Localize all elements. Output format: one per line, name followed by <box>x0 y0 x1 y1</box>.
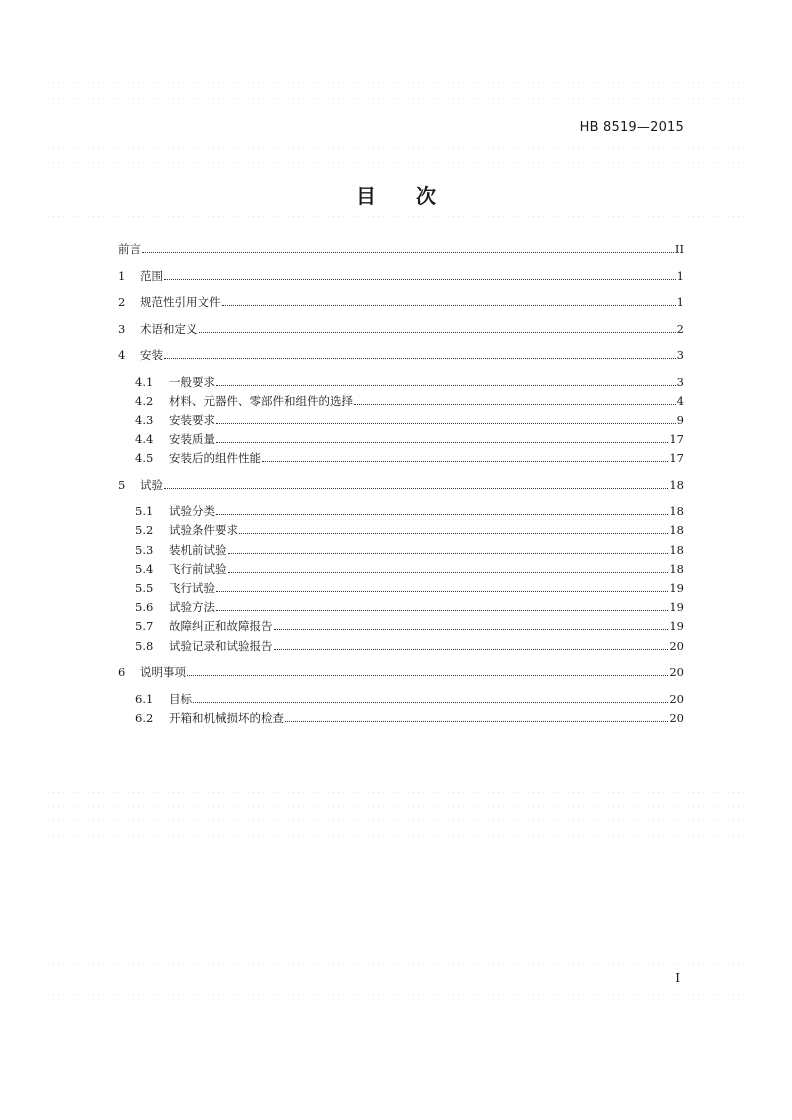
scan-noise <box>38 820 750 821</box>
toc-entry-number: 4.1 <box>135 374 154 389</box>
toc-entry[interactable] <box>118 618 684 634</box>
toc-entry-number: 5.7 <box>135 619 154 634</box>
toc-entry-label: 安装要求 <box>169 412 215 427</box>
toc-entry-label: 飞行前试验 <box>169 561 227 576</box>
dot-leader <box>354 403 676 405</box>
toc-entry-number: 5.2 <box>135 523 154 538</box>
toc-entry-label: 规范性引用文件 <box>140 295 221 309</box>
toc-entry[interactable] <box>118 599 684 615</box>
dot-leader <box>222 304 676 306</box>
scan-noise <box>38 148 750 149</box>
toc-entry[interactable] <box>118 412 684 428</box>
toc-entry-number: 5.6 <box>135 600 154 615</box>
toc-entry-page: 20 <box>669 710 684 725</box>
scan-noise <box>38 792 750 793</box>
dot-leader <box>262 460 668 462</box>
toc-entry-page: 17 <box>669 432 684 447</box>
scan-noise <box>38 806 750 807</box>
dot-leader <box>216 441 668 443</box>
toc-entry[interactable] <box>118 294 684 310</box>
toc-entry-page: 17 <box>669 451 684 466</box>
toc-entry-number: 4 <box>118 348 126 362</box>
page-title-char: 目 <box>356 184 376 208</box>
toc-entry-label: 一般要求 <box>169 374 215 389</box>
page-title-char: 次 <box>416 184 436 208</box>
toc-entry[interactable] <box>118 431 684 447</box>
scan-noise <box>38 82 750 83</box>
toc-entry-page: 19 <box>669 600 684 615</box>
scan-noise <box>38 98 750 99</box>
toc-entry-page: 19 <box>669 619 684 634</box>
dot-leader <box>228 571 669 573</box>
toc-entry-number: 5 <box>118 477 126 492</box>
toc-entry-label: 安装质量 <box>169 432 215 447</box>
toc-entry[interactable] <box>118 374 684 390</box>
toc-entry-number: 6.1 <box>135 691 154 706</box>
toc-entry[interactable] <box>118 580 684 596</box>
toc-entry-number: 4.2 <box>135 393 154 408</box>
toc-entry-page: 18 <box>669 477 684 492</box>
toc-entry-page: 2 <box>676 321 684 336</box>
toc-entry-label: 术语和定义 <box>140 321 198 336</box>
scan-noise <box>38 994 750 995</box>
dot-leader <box>216 609 668 611</box>
toc-entry-page: 18 <box>669 523 684 538</box>
scan-noise <box>38 216 750 217</box>
toc-entry[interactable] <box>118 393 684 409</box>
toc-entry-number: 6 <box>118 665 126 680</box>
scan-noise <box>38 836 750 837</box>
toc-entry[interactable] <box>118 347 684 363</box>
toc-entry-label: 安装后的组件性能 <box>169 451 261 466</box>
toc-entry-number: 5.5 <box>135 581 154 595</box>
toc-entry-page: 18 <box>669 542 684 557</box>
toc-entry[interactable] <box>118 268 684 284</box>
toc-entry-page: 3 <box>676 348 684 362</box>
dot-leader <box>216 513 668 515</box>
toc-entry[interactable] <box>118 664 684 680</box>
toc-entry-label: 飞行试验 <box>169 581 215 595</box>
toc-entry-number: 4.5 <box>135 451 154 466</box>
toc-entry-number: 5.8 <box>135 638 154 653</box>
toc-entry-page: 20 <box>669 638 684 653</box>
toc-entry[interactable] <box>118 561 684 577</box>
dot-leader <box>216 384 676 386</box>
toc-entry[interactable] <box>118 542 684 558</box>
toc-entry-label: 试验方法 <box>169 600 215 615</box>
dot-leader <box>216 422 676 424</box>
toc-entry-number: 3 <box>118 321 126 336</box>
toc-entry-number: 5.1 <box>135 504 154 519</box>
toc-entry-number: 1 <box>118 268 126 283</box>
toc-entry[interactable] <box>118 241 684 257</box>
toc-entry-label: 开箱和机械损坏的检查 <box>169 710 284 725</box>
toc-entry-page: 9 <box>676 412 684 427</box>
dot-leader <box>239 532 668 534</box>
toc-entry-page: 20 <box>669 665 684 680</box>
toc-entry[interactable] <box>118 522 684 538</box>
toc-entry[interactable] <box>118 691 684 707</box>
dot-leader <box>164 278 676 280</box>
toc-entry-number: 2 <box>118 295 126 309</box>
toc-entry-label: 试验记录和试验报告 <box>169 638 273 653</box>
toc-entry[interactable] <box>118 638 684 654</box>
toc-entry[interactable] <box>118 321 684 337</box>
toc-entry-label: 故障纠正和故障报告 <box>169 619 273 634</box>
toc-entry-page: 1 <box>676 268 684 283</box>
dot-leader <box>285 720 668 722</box>
toc-entry-page: 18 <box>669 561 684 576</box>
toc-entry-number: 4.4 <box>135 432 154 447</box>
toc-entry[interactable] <box>118 503 684 519</box>
page-title <box>0 180 792 209</box>
toc-entry-number: 5.4 <box>135 561 154 576</box>
toc-entry[interactable] <box>118 710 684 726</box>
document-code: HB 8519—2015 <box>579 120 684 135</box>
toc-entry-page: 18 <box>669 504 684 519</box>
toc-entry[interactable] <box>118 450 684 466</box>
toc-entry-label: 目标 <box>169 691 192 706</box>
toc-entry-page: 19 <box>669 581 684 595</box>
dot-leader <box>164 487 668 489</box>
scan-noise <box>38 162 750 163</box>
toc-entry-label: 前言 <box>118 242 141 256</box>
toc-entry-label: 试验条件要求 <box>169 523 238 538</box>
toc-entry-label: 试验分类 <box>169 504 215 519</box>
dot-leader <box>193 701 668 703</box>
toc-entry-label: 范围 <box>140 268 163 283</box>
dot-leader <box>187 674 668 676</box>
toc-entry-page: II <box>674 242 684 256</box>
dot-leader <box>142 251 674 253</box>
toc-entry[interactable] <box>118 477 684 493</box>
dot-leader <box>274 628 669 630</box>
scan-noise <box>38 964 750 965</box>
toc-entry-label: 说明事项 <box>140 665 186 680</box>
toc-entry-page: 4 <box>676 393 684 408</box>
toc-entry-page: 20 <box>669 691 684 706</box>
toc-entry-page: 1 <box>676 295 684 309</box>
table-of-contents <box>118 241 684 729</box>
dot-leader <box>164 357 676 359</box>
dot-leader <box>199 331 676 333</box>
toc-entry-label: 安装 <box>140 348 163 362</box>
dot-leader <box>228 552 669 554</box>
dot-leader <box>216 590 668 592</box>
toc-entry-page: 3 <box>676 374 684 389</box>
toc-entry-number: 4.3 <box>135 412 154 427</box>
toc-entry-number: 6.2 <box>135 710 154 725</box>
toc-entry-label: 装机前试验 <box>169 542 227 557</box>
page-number: I <box>675 971 680 985</box>
toc-entry-number: 5.3 <box>135 542 154 557</box>
dot-leader <box>274 648 669 650</box>
toc-entry-label: 试验 <box>140 477 163 492</box>
toc-entry-label: 材料、元器件、零部件和组件的选择 <box>169 393 353 408</box>
